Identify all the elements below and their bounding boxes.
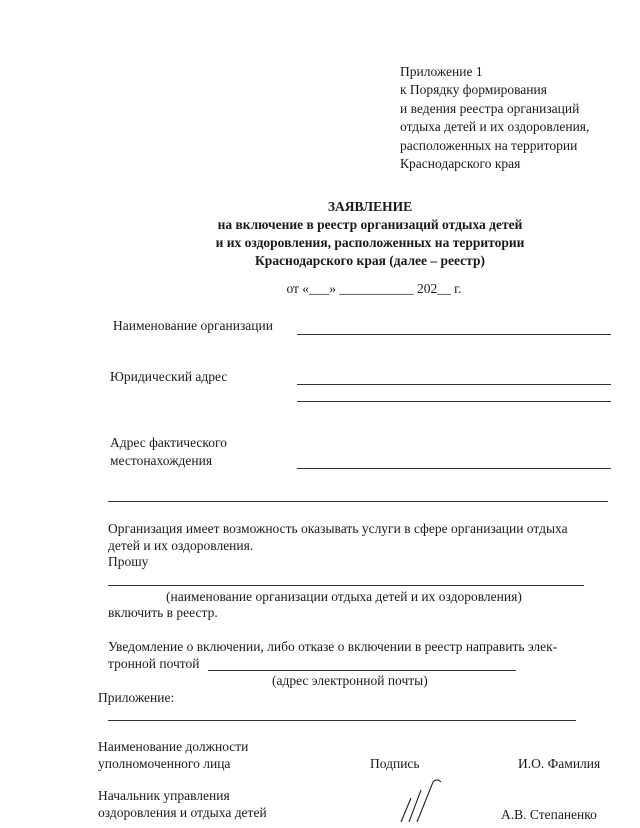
appendix-line: расположенных на территории	[400, 137, 578, 153]
actual-address-label: Адрес фактического	[110, 435, 227, 450]
head-name: А.В. Степаненко	[501, 807, 597, 822]
legal-address-label: Юридический адрес	[110, 369, 228, 384]
position-label: уполномоченного лица	[98, 756, 231, 771]
document-subtitle-line: на включение в реестр организаций отдыха детей	[217, 217, 523, 232]
handwritten-signature-icon	[395, 776, 455, 826]
body-text: Организация имеет возможность оказывать услуги в сфере организации отдыха	[108, 521, 568, 536]
email-caption: (адрес электронной почты)	[272, 673, 428, 688]
head-position: Начальник управления	[98, 788, 230, 803]
appendix-line: и ведения реестра организаций	[400, 100, 580, 116]
email-line	[208, 670, 516, 671]
signature-label: Подпись	[370, 756, 420, 771]
request-text: Прошу	[108, 554, 149, 569]
date-line: от «___» ___________ 202__ г.	[286, 281, 462, 296]
appendix-line: отдыха детей и их оздоровления,	[400, 119, 590, 135]
document-subtitle-line: Краснодарского края (далее – реестр)	[255, 253, 485, 268]
appendix-line: Краснодарского края	[400, 156, 521, 172]
position-label: Наименование должности	[98, 739, 249, 754]
body-text: детей и их оздоровления.	[108, 538, 254, 553]
appendix-block	[400, 63, 589, 173]
appendix-line: к Порядку формирования	[400, 82, 547, 98]
legal-address-line-2	[297, 401, 611, 402]
notice-text: Уведомление о включении, либо отказе о включении в реестр направить элек-	[108, 639, 558, 654]
name-label: И.О. Фамилия	[518, 756, 601, 771]
head-position: оздоровления и отдыха детей	[98, 805, 267, 820]
org-name-label: Наименование организации	[113, 318, 273, 333]
document-subtitle-line: и их оздоровления, расположенных на территории	[215, 235, 525, 250]
notice-text: тронной почтой	[108, 656, 200, 671]
actual-address-label: местонахождения	[110, 453, 213, 468]
attachment-label: Приложение:	[98, 690, 175, 705]
actual-address-line-1	[297, 468, 611, 469]
document-title: ЗАЯВЛЕНИЕ	[327, 199, 413, 214]
appendix-line: Приложение 1	[400, 64, 483, 79]
org-request-line	[108, 585, 584, 586]
attachment-line	[108, 720, 576, 721]
legal-address-line-1	[297, 384, 611, 385]
org-name-line	[297, 334, 611, 335]
include-text: включить в реестр.	[108, 605, 218, 620]
org-request-caption: (наименование организации отдыха детей и их оздоровления)	[166, 589, 522, 604]
actual-address-line-2	[108, 501, 608, 502]
